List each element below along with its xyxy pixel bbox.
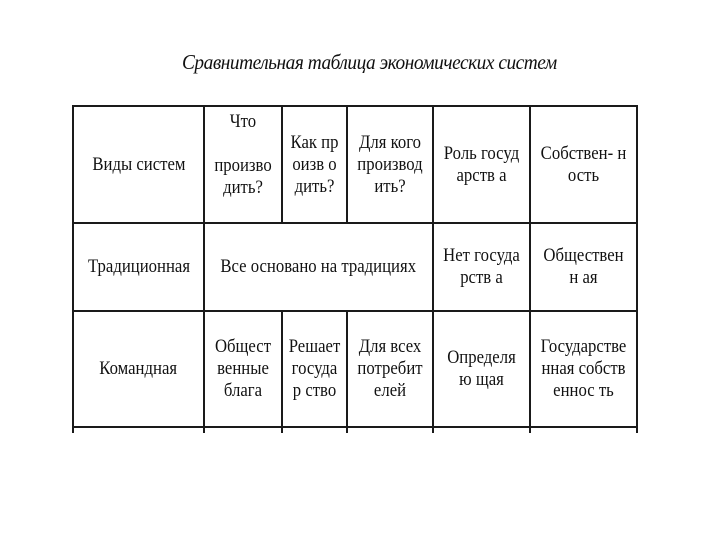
cell-command-ownership: Государстве нная собственнос ть xyxy=(530,311,637,427)
stub-cell xyxy=(204,427,282,433)
header-cell-state-role: Роль государств а xyxy=(433,106,530,223)
cell-command-name: Командная xyxy=(73,311,204,427)
cell-traditional-name: Традиционная xyxy=(73,223,204,311)
header-what-bottom: произво дить? xyxy=(214,155,272,198)
cell-traditional-basis: Все основано на традициях xyxy=(204,223,433,311)
table-row-stub xyxy=(73,427,637,433)
cell-command-what: Общест венные блага xyxy=(204,311,282,427)
header-cell-system-types: Виды систем xyxy=(73,106,204,223)
stub-cell xyxy=(282,427,347,433)
stub-cell xyxy=(433,427,530,433)
header-what-top: Что xyxy=(229,111,257,132)
table-header-row xyxy=(73,106,637,223)
header-cell-for-whom: Для кого производ ить? xyxy=(347,106,433,223)
cell-command-how: Решает государ ство xyxy=(282,311,347,427)
stub-cell xyxy=(530,427,637,433)
table-row-command xyxy=(73,311,637,427)
cell-traditional-state-role: Нет государств а xyxy=(433,223,530,311)
comparison-table xyxy=(72,105,638,433)
header-cell-ownership: Собствен- ность xyxy=(530,106,637,223)
stub-cell xyxy=(73,427,204,433)
cell-traditional-ownership: Общественн ая xyxy=(530,223,637,311)
table-row-traditional xyxy=(73,223,637,311)
page-title: Сравнительная таблица экономических систем xyxy=(182,50,557,74)
header-cell-what xyxy=(204,106,282,223)
stub-cell xyxy=(347,427,433,433)
cell-command-for-whom: Для всех потребит елей xyxy=(347,311,433,427)
header-cell-how: Как произв одить? xyxy=(282,106,347,223)
cell-command-state-role: Определяю щая xyxy=(433,311,530,427)
